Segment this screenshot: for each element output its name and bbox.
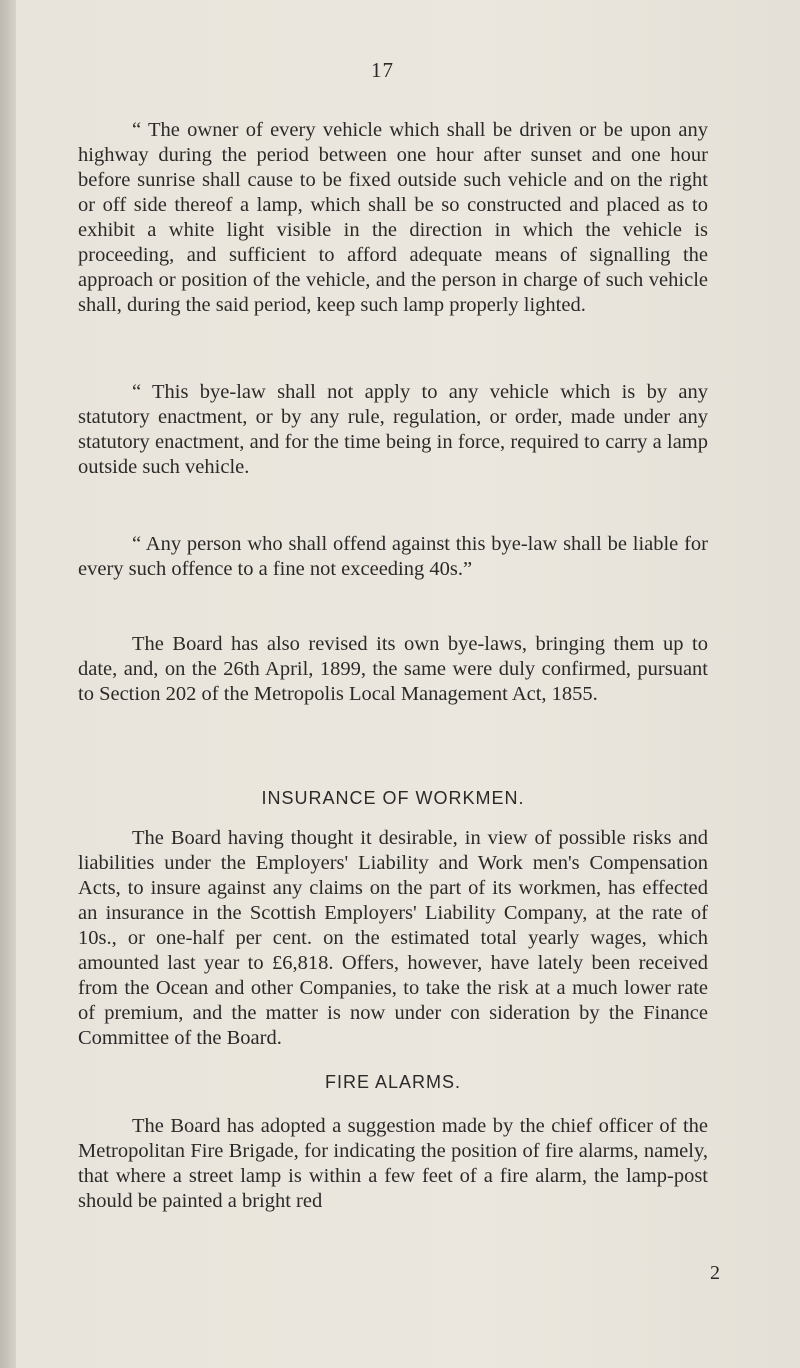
fire-alarms-heading: FIRE ALARMS. <box>324 1072 462 1092</box>
paragraph-text: “ Any person who shall offend against this bye-law shall be liable for every such offence to a fine not exceeding 40s.” <box>78 533 708 580</box>
paragraph-text: “ The owner of every vehicle which shall be driven or be upon any highway during the period between one hour after sunset and one hour before sunrise shall cause to be fixed outside such vehicle and on the right or off side thereof a lamp, which shall be so constructed and placed as to exhibit a white light visible in the direction in which the vehicle is proceeding, and sufficient to afford adequate means of signalling the approach or position of the vehicle, and the person in charge of such vehicle shall, during the said period, keep such lamp properly lighted. <box>78 119 708 316</box>
bye-law-paragraph-1 <box>78 118 708 318</box>
paragraph-text: “ This bye-law shall not apply to any vehicle which is by any statutory enactment, or by any rule, regulation, or order, made under any statutory enactment, and for the time being in force, required to carry a lamp outside such vehicle. <box>78 381 708 478</box>
signature-mark: 2 <box>710 1262 720 1284</box>
revised-bye-laws-paragraph <box>78 632 708 707</box>
insurance-paragraph <box>78 826 708 1051</box>
paragraph-text: The Board having thought it desirable, in view of possible risks and liabilities under the Employers' Liability and Work men's Compensation Acts, to insure against any claims on the part of its workmen, has effected an insurance in the Scottish Employers' Liability Company, at the rate of 10s., or one-half per cent. on the estimated total yearly wages, which amounted last year to £6,818. Offers, however, have lately been received from the Ocean and other Companies, to take the risk at a much lower rate of premium, and the matter is now under con sideration by the Finance Committee of the Board. <box>78 827 708 1049</box>
fire-alarms-paragraph <box>78 1114 708 1214</box>
paragraph-text: The Board has also revised its own bye-laws, bringing them up to date, and, on the 26th April, 1899, the same were duly confirmed, pursuant to Section 202 of the Metropolis Local Management Act, 1855. <box>78 633 708 705</box>
paragraph-text: The Board has adopted a suggestion made by the chief officer of the Metropolitan Fire Brigade, for indicating the position of fire alarms, namely, that where a street lamp is within a few feet of a fire alarm, the lamp-post should be painted a bright red <box>78 1115 708 1212</box>
bye-law-paragraph-2 <box>78 380 708 480</box>
bye-law-paragraph-3 <box>78 532 708 582</box>
page-spine-shadow <box>0 0 16 1368</box>
insurance-heading: INSURANCE OF WORKMEN. <box>261 788 525 808</box>
page-number: 17 <box>371 58 394 82</box>
